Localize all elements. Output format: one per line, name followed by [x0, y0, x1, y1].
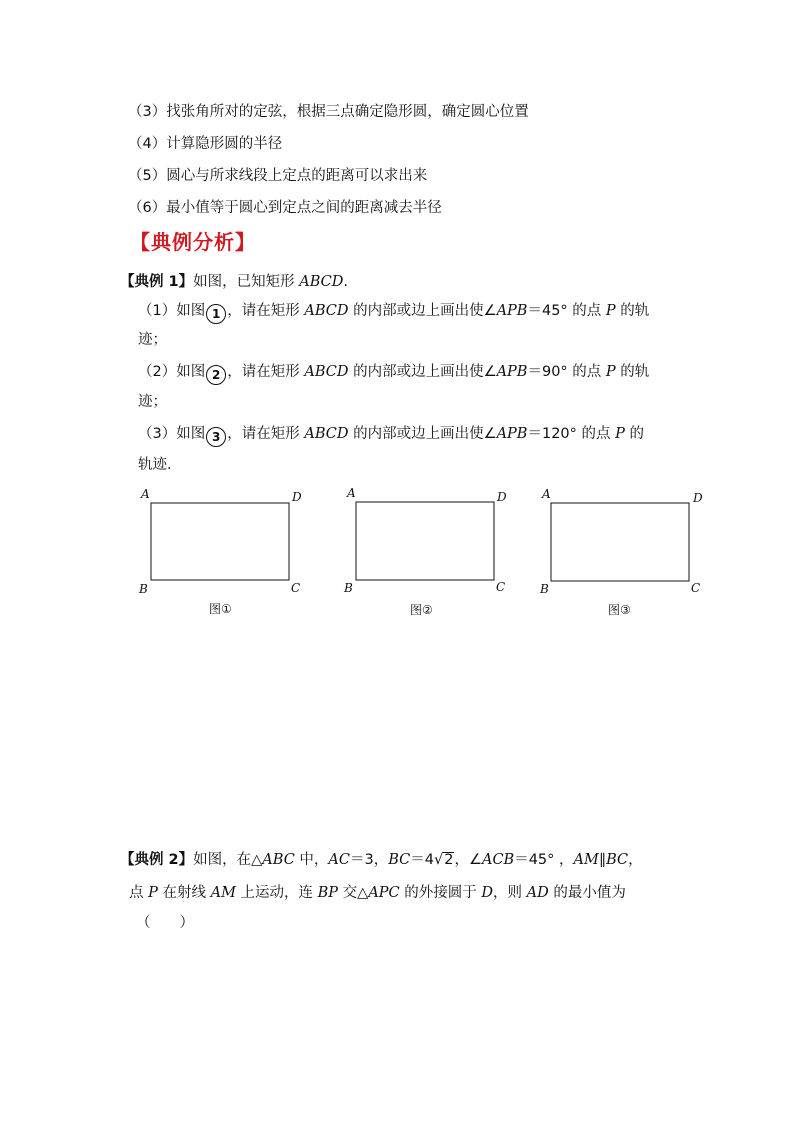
example2-line2 [129, 883, 626, 903]
rectangle-abcd [151, 503, 289, 580]
point-name: P [605, 364, 616, 380]
example1-part1-cont: 迹； [138, 332, 167, 348]
sqrt-argument: 2 [444, 852, 454, 868]
label-c: C [291, 581, 301, 595]
label-c: C [691, 581, 701, 595]
rectangle-abcd [356, 502, 494, 580]
rect-name: ABCD [304, 426, 349, 442]
circled-number: 2 [206, 365, 226, 385]
angle-value: ＝120° 的点 [527, 426, 616, 442]
text: ， [628, 852, 643, 868]
circled-number: 3 [206, 427, 226, 447]
figure-caption: 图③ [608, 603, 631, 617]
label-c: C [496, 580, 506, 594]
part-text: 的轨 [615, 364, 650, 380]
point-p: P [148, 885, 158, 901]
parallel-symbol: ∥ [598, 852, 607, 868]
label-d: D [292, 490, 302, 504]
point-name: P [605, 303, 616, 319]
triangle-apc: APC [368, 885, 400, 901]
example1-rect: ABCD [299, 274, 344, 290]
text: ＝45° ， [514, 852, 574, 868]
text: ＝3， [349, 852, 389, 868]
figure-2 [343, 486, 507, 617]
example1-part2-cont: 迹； [138, 394, 167, 410]
part-text: ，请在矩形 [227, 303, 305, 319]
part-text: 的内部或边上画出使∠ [348, 426, 497, 442]
text: 在射线 [157, 885, 211, 901]
step-4: （4）计算隐形圆的半径 [128, 136, 283, 152]
step-3: （3）找张角所对的定弦，根据三点确定隐形圆，确定圆心位置 [128, 104, 529, 120]
answer-blank: （ ） [136, 915, 194, 931]
angle-name: APB [496, 426, 528, 442]
text: 交△ [338, 885, 369, 901]
text: 中， [294, 852, 329, 868]
part-number: （2）如图 [138, 364, 206, 380]
rect-name: ABCD [304, 364, 349, 380]
point-name: P [615, 426, 625, 442]
part-text: 的轨 [615, 303, 650, 319]
label-a: A [347, 486, 356, 500]
label-b: B [540, 582, 549, 596]
figure-caption: 图① [209, 602, 232, 616]
part-text: 的内部或边上画出使∠ [348, 364, 497, 380]
angle-value: ＝45° 的点 [527, 303, 606, 319]
figure-1 [138, 487, 302, 616]
part-text: 的 [624, 426, 644, 442]
text: ＝4 [410, 852, 434, 868]
step-6: （6）最小值等于圆心到定点之间的距离减去半径 [128, 200, 442, 216]
text: 如图，在△ [193, 852, 263, 868]
label-b: B [139, 582, 148, 596]
text: ，则 [493, 885, 527, 901]
angle-name: ACB [481, 852, 515, 868]
segment-bp: BP [317, 885, 339, 901]
triangle-name: ABC [262, 852, 295, 868]
example1-intro-end: . [343, 274, 348, 290]
rectangle-abcd [551, 503, 689, 581]
label-a: A [141, 487, 150, 501]
section-title: 【典例分析】 [130, 230, 256, 254]
example2-line1 [120, 850, 643, 870]
label-d: D [497, 490, 507, 504]
step-5: （5）圆心与所求线段上定点的距离可以求出来 [128, 168, 428, 184]
ray-am: AM [210, 885, 236, 901]
example1-tag: 【典例 1】 [120, 274, 194, 290]
segment-bc: BC [606, 852, 629, 868]
text: 的外接圆于 [399, 885, 482, 901]
example1-intro: 如图，已知矩形 [193, 274, 295, 290]
circled-number: 1 [206, 304, 226, 324]
part-text: ，请在矩形 [227, 364, 305, 380]
angle-value: ＝90° 的点 [527, 364, 606, 380]
part-number: （3）如图 [138, 426, 206, 442]
example1-part3-cont: 轨迹. [138, 457, 172, 473]
label-d: D [693, 491, 703, 505]
text: 点 [129, 885, 149, 901]
text: ，∠ [454, 852, 482, 868]
point-d: D [481, 885, 494, 901]
rect-name: ABCD [304, 303, 349, 319]
figure-caption: 图② [410, 603, 433, 617]
ray-am: AM [573, 852, 599, 868]
label-b: B [344, 581, 353, 595]
segment-ad: AD [526, 885, 549, 901]
angle-name: APB [496, 303, 528, 319]
segment-ac: AC [328, 852, 350, 868]
figure-3 [539, 487, 703, 617]
text: 上运动，连 [235, 885, 318, 901]
part-text: ，请在矩形 [227, 426, 305, 442]
text: 的最小值为 [548, 885, 626, 901]
example2-tag: 【典例 2】 [120, 852, 194, 868]
angle-name: APB [496, 364, 528, 380]
part-text: 的内部或边上画出使∠ [348, 303, 497, 319]
label-a: A [542, 487, 551, 501]
segment-bc: BC [388, 852, 411, 868]
part-number: （1）如图 [138, 303, 206, 319]
sqrt-symbol: √2 [433, 852, 454, 868]
